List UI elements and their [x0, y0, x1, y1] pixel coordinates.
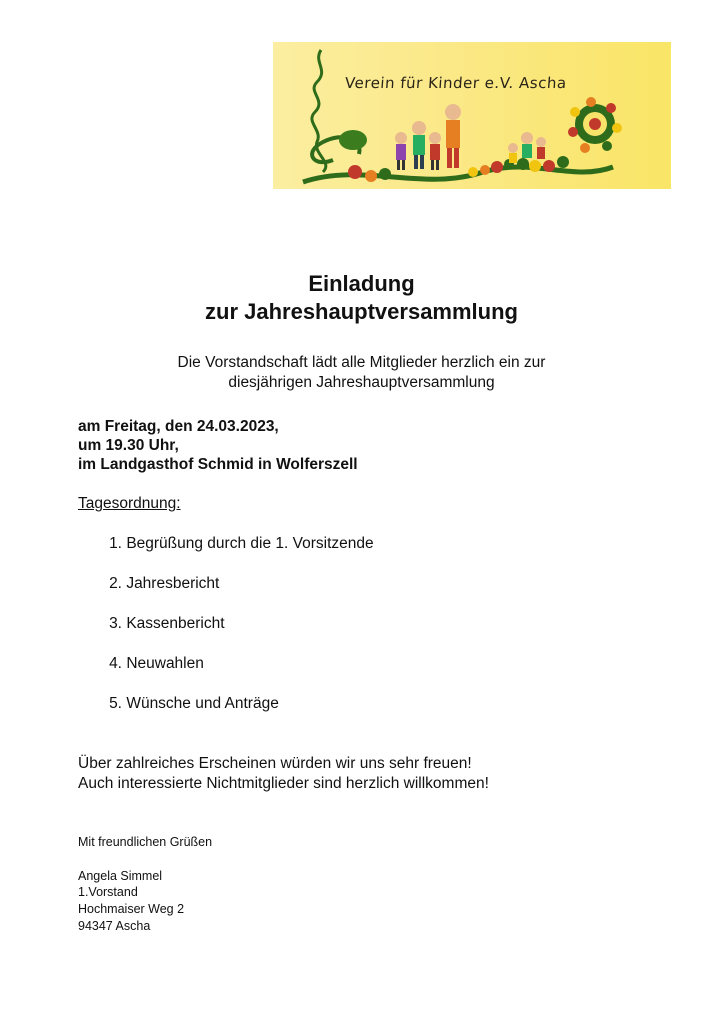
signer-role: 1.Vorstand	[78, 885, 138, 899]
club-logo	[273, 42, 671, 189]
agenda-list	[78, 534, 374, 734]
event-date: am Freitag, den 24.03.2023,	[78, 418, 279, 435]
greeting: Mit freundlichen Grüßen	[78, 835, 213, 849]
signer-street: Hochmaiser Weg 2	[78, 902, 185, 916]
closing-line-1: Über zahlreiches Erscheinen würden wir uns sehr freuen!	[78, 755, 472, 772]
agenda-item-number: 5.	[109, 695, 122, 712]
intro-line-2: diesjährigen Jahreshauptversammlung	[228, 374, 495, 391]
page-title: Einladung	[308, 271, 415, 296]
agenda-item-label: Wünsche und Anträge	[126, 695, 279, 712]
agenda-heading: Tagesordnung:	[78, 495, 181, 512]
agenda-item-number: 4.	[109, 655, 122, 672]
logo-text: Verein für Kinder e.V. Ascha	[344, 74, 568, 92]
signer-name: Angela Simmel	[78, 869, 163, 883]
closing-line-2: Auch interessierte Nichtmitglieder sind herzlich willkommen!	[78, 775, 489, 792]
agenda-item	[78, 574, 374, 614]
agenda-item-label: Jahresbericht	[126, 575, 220, 592]
agenda-item	[78, 654, 374, 694]
agenda-item	[78, 534, 374, 574]
page-subtitle: zur Jahreshauptversammlung	[205, 299, 518, 324]
agenda-item-number: 2.	[109, 575, 122, 592]
intro-line-1: Die Vorstandschaft lädt alle Mitglieder herzlich ein zur	[177, 354, 546, 371]
event-place: im Landgasthof Schmid in Wolferszell	[78, 456, 358, 473]
logo-illustration	[273, 42, 671, 189]
event-time: um 19.30 Uhr,	[78, 437, 179, 454]
agenda-item	[78, 614, 374, 654]
agenda-item-label: Begrüßung durch die 1. Vorsitzende	[126, 535, 374, 552]
agenda-item-label: Kassenbericht	[126, 615, 225, 632]
agenda-item-number: 3.	[109, 615, 122, 632]
agenda-item-label: Neuwahlen	[126, 655, 204, 672]
agenda-item-number: 1.	[109, 535, 122, 552]
agenda-item	[78, 694, 374, 734]
signer-city: 94347 Ascha	[78, 919, 151, 933]
